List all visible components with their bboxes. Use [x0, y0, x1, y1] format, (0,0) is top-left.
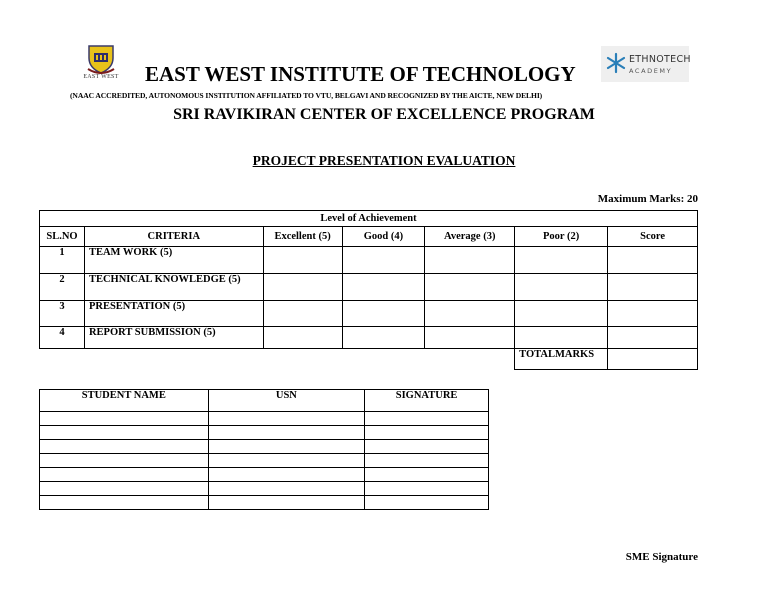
- signature-cell[interactable]: [365, 412, 489, 426]
- signature-cell[interactable]: [365, 482, 489, 496]
- evaluation-table: [39, 210, 698, 370]
- sl-cell: 2: [40, 274, 85, 301]
- ethnotech-logo: [601, 46, 689, 82]
- score-cell[interactable]: [608, 247, 698, 274]
- institute-logo: [76, 44, 126, 84]
- signature-cell[interactable]: [365, 426, 489, 440]
- score-cell[interactable]: [342, 274, 425, 301]
- crest-icon: [86, 44, 116, 74]
- usn-cell[interactable]: [208, 496, 365, 510]
- logo-caption: EAST WEST: [83, 74, 119, 80]
- student-name-cell[interactable]: [40, 496, 209, 510]
- sl-cell: 3: [40, 301, 85, 327]
- score-cell[interactable]: [425, 327, 515, 349]
- score-cell[interactable]: [515, 274, 608, 301]
- signature-cell[interactable]: [365, 468, 489, 482]
- score-cell[interactable]: [263, 247, 342, 274]
- column-header: Good (4): [342, 227, 425, 247]
- table-row: [40, 426, 489, 440]
- column-header: CRITERIA: [84, 227, 263, 247]
- level-of-achievement-header: Level of Achievement: [40, 211, 698, 227]
- criteria-cell: TEAM WORK (5): [84, 247, 263, 274]
- score-cell[interactable]: [263, 301, 342, 327]
- table-row: [40, 468, 489, 482]
- signature-cell[interactable]: [365, 440, 489, 454]
- score-cell[interactable]: [515, 301, 608, 327]
- logo-text-line2: ACADEMY: [629, 67, 673, 75]
- student-name-cell[interactable]: [40, 468, 209, 482]
- table-row: [40, 412, 489, 426]
- student-name-cell[interactable]: [40, 412, 209, 426]
- total-marks-label: TOTALMARKS: [515, 349, 608, 370]
- form-title: PROJECT PRESENTATION EVALUATION: [252, 153, 516, 168]
- program-title: SRI RAVIKIRAN CENTER OF EXCELLENCE PROGRAM: [173, 106, 595, 123]
- score-cell[interactable]: [263, 274, 342, 301]
- score-cell[interactable]: [515, 327, 608, 349]
- table-row: [40, 327, 698, 349]
- column-header: USN: [208, 390, 365, 412]
- max-marks: Maximum Marks: 20: [597, 193, 698, 205]
- column-header: Poor (2): [515, 227, 608, 247]
- table-row: [40, 301, 698, 327]
- score-cell[interactable]: [425, 274, 515, 301]
- table-row: [40, 482, 489, 496]
- logo-text-line1: ETHNOTECH: [629, 54, 691, 65]
- score-cell[interactable]: [425, 301, 515, 327]
- score-cell[interactable]: [608, 301, 698, 327]
- total-row: [40, 349, 698, 370]
- snowflake-icon: [606, 52, 626, 74]
- student-name-cell[interactable]: [40, 426, 209, 440]
- score-cell[interactable]: [608, 274, 698, 301]
- criteria-cell: TECHNICAL KNOWLEDGE (5): [84, 274, 263, 301]
- score-cell[interactable]: [608, 327, 698, 349]
- student-table: [39, 389, 489, 510]
- column-header: SIGNATURE: [365, 390, 489, 412]
- usn-cell[interactable]: [208, 468, 365, 482]
- usn-cell[interactable]: [208, 440, 365, 454]
- column-header: Score: [608, 227, 698, 247]
- total-marks-cell[interactable]: [608, 349, 698, 370]
- criteria-cell: REPORT SUBMISSION (5): [84, 327, 263, 349]
- table-row: [40, 454, 489, 468]
- institution-name: EAST WEST INSTITUTE OF TECHNOLOGY: [145, 62, 576, 86]
- sme-signature-label: SME Signature: [625, 551, 698, 563]
- student-name-cell[interactable]: [40, 482, 209, 496]
- student-name-cell[interactable]: [40, 454, 209, 468]
- usn-cell[interactable]: [208, 454, 365, 468]
- table-row: [40, 247, 698, 274]
- signature-cell[interactable]: [365, 454, 489, 468]
- score-cell[interactable]: [342, 301, 425, 327]
- score-cell[interactable]: [342, 327, 425, 349]
- table-row: [40, 496, 489, 510]
- score-cell[interactable]: [425, 247, 515, 274]
- usn-cell[interactable]: [208, 426, 365, 440]
- score-cell[interactable]: [342, 247, 425, 274]
- column-header: Average (3): [425, 227, 515, 247]
- header-row: [40, 390, 489, 412]
- usn-cell[interactable]: [208, 412, 365, 426]
- criteria-cell: PRESENTATION (5): [84, 301, 263, 327]
- sl-cell: 4: [40, 327, 85, 349]
- signature-cell[interactable]: [365, 496, 489, 510]
- table-row: [40, 274, 698, 301]
- score-cell[interactable]: [263, 327, 342, 349]
- score-cell[interactable]: [515, 247, 608, 274]
- student-name-cell[interactable]: [40, 440, 209, 454]
- usn-cell[interactable]: [208, 482, 365, 496]
- column-header: STUDENT NAME: [40, 390, 209, 412]
- column-header: SL.NO: [40, 227, 85, 247]
- column-header: Excellent (5): [263, 227, 342, 247]
- header-row: [40, 227, 698, 247]
- table-row: [40, 440, 489, 454]
- accreditation-line: (NAAC ACCREDITED, AUTONOMOUS INSTITUTION AFFILIATED TO VTU, BELGAVI AND RECOGNIZED BY THE AICTE, NEW DELHI): [70, 91, 543, 100]
- sl-cell: 1: [40, 247, 85, 274]
